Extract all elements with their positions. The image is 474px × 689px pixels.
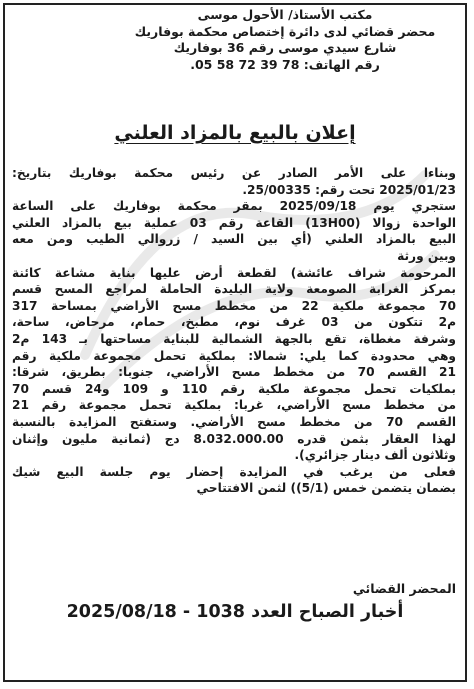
body-line: البيع بالمزاد العلني (أي بين السيد / زروالي الطيب ومن معه [12,232,456,247]
notice-body [12,165,456,497]
body-line: بضمان يتضمن خمس (5/1)) لثمن الافتتاحي [196,481,456,496]
body-line: الواحدة زوالا (13H00) القاعة رقم 03 عملية بيع بالمزاد العلني [12,215,456,230]
body-line: وثلاثون ألف دينار جزائري). [294,448,456,463]
office-phone: رقم الهاتف: 78 39 72 58 05. [190,56,380,72]
body-line: وهي محدودة كما يلي: شمالا: بملكية تحمل مجموعة ملكية رقم [12,348,456,363]
notice-title: إعلان بالبيع بالمزاد العلني [114,122,356,144]
body-line: وبين ورثة [397,248,456,263]
body-line: وشرفة مغطاة، تقع بالجهة الشمالية للبناية مساحتها بـ 143 م2 [12,331,456,346]
office-name: مكتب الأستاذ/ الأحول موسى [197,7,373,22]
body-line: بمركز الغرابة الصومعة ولاية البليدة الحاملة لمراجع المسح قسم [12,282,456,297]
body-line: فعلى من يرغب في المزايدة إحضار يوم جلسة البيع شيك [12,464,456,479]
legal-notice [3,3,467,682]
body-line: لهذا العقار بثمن قدره 8.032.000.00 دج (ثمانية مليون وإثنان [12,431,456,446]
signature: المحضر القضائي [352,581,456,596]
body-line: 21 القسم 70 من مخطط مسح الأراضي، جنوبا: بطريق، شرقا: [12,365,456,380]
bailiff-header [105,7,465,73]
body-line: ستجري يوم 2025/09/18 بمقر محكمة بوفاريك على الساعة [12,199,456,214]
body-line: القسم 70 من مخطط مسح الأراضي. وستفتح المزايدة بالنسبة [12,414,456,429]
body-line: من مخطط مسح الأراضي، غربا: بملكية تحمل مجموعة رقم 21 [12,398,456,413]
body-line: المرحومة شراف عائشة) لقطعة أرض عليها بناية مشاعة كائنة [12,265,456,280]
newspaper-footer: أخبار الصباح العدد 1038 - 2025/08/18 [66,602,404,622]
office-address: شارع سيدي موسى رقم 36 بوفاريك [173,40,397,55]
office-jurisdiction: محضر قضائي لدى دائرة إختصاص محكمة بوفاريك [134,23,436,39]
body-line: وبناءا على الأمر الصادر عن رئيس محكمة بوفاريك بتاريخ: [12,166,456,180]
body-line: 70 مجموعة ملكية 22 من مخطط مسح الأراضي بمساحة 317 [12,298,456,313]
body-line: م2 تتكون من 03 غرف نوم، مطبخ، حمام، مرحاض، ساحة، [12,315,456,330]
body-line: 2025/01/23 تحت رقم: 25/00335. [242,182,456,197]
body-line: بملكيات تحمل مجموعة ملكية رقم 110 و 109 و24 قسم 70 [12,381,456,396]
